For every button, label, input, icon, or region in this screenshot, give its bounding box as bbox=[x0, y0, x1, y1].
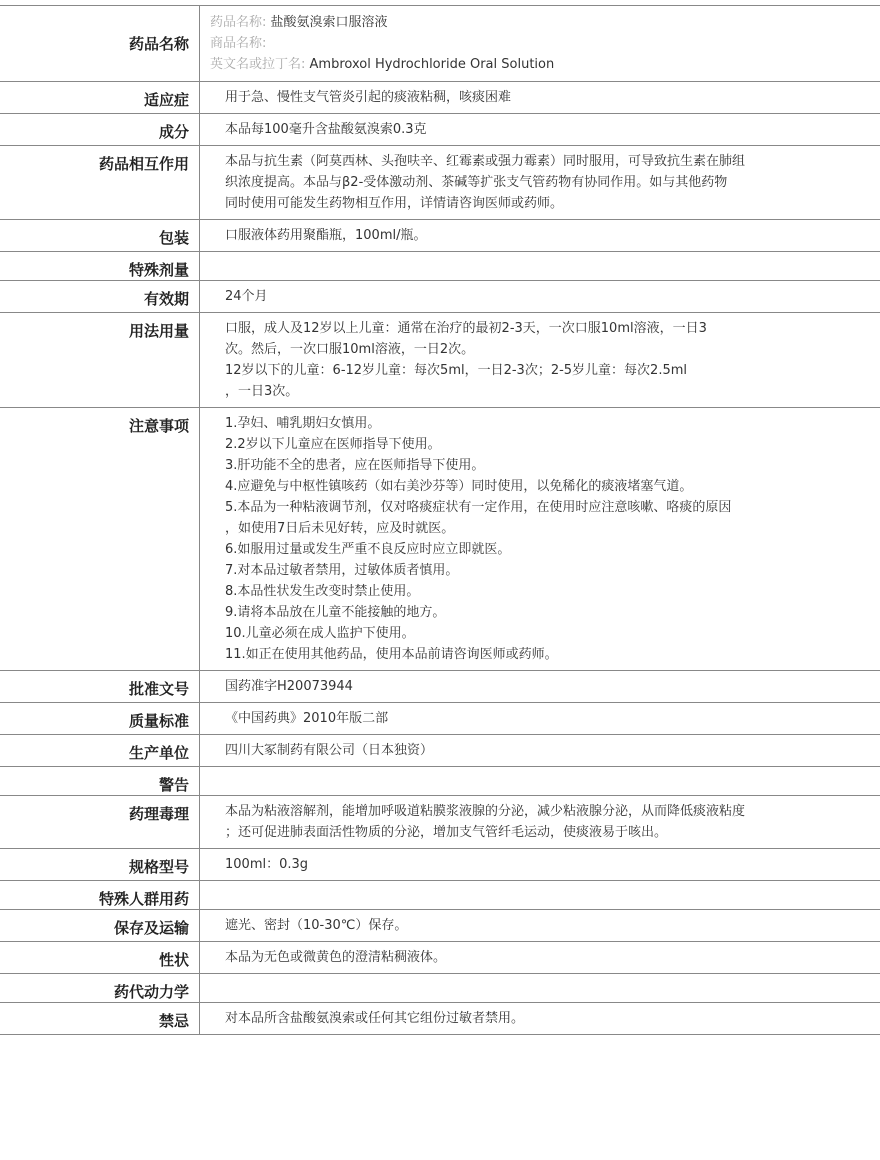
row-value bbox=[200, 281, 880, 312]
value-line: 同时使用可能发生药物相互作用，详情请咨询医师或药师。 bbox=[225, 196, 564, 211]
row-approval bbox=[0, 671, 880, 703]
row-validity bbox=[0, 281, 880, 313]
row-label: 包装 bbox=[0, 220, 200, 251]
row-label: 药品名称 bbox=[0, 6, 200, 81]
value-line: 遮光、密封（10-30℃）保存。 bbox=[225, 918, 408, 933]
value-line: 8.本品性状发生改变时禁止使用。 bbox=[225, 584, 420, 599]
value-line: 《中国药典》2010年版二部 bbox=[225, 711, 389, 726]
drug-info-table bbox=[0, 5, 880, 1035]
value-line: 本品与抗生素（阿莫西林、头孢呋辛、红霉素或强力霉素）同时服用，可导致抗生素在肺组 bbox=[225, 154, 746, 169]
value-line: 2.2岁以下儿童应在医师指导下使用。 bbox=[225, 437, 441, 452]
value-line: 7.对本品过敏者禁用，过敏体质者慎用。 bbox=[225, 563, 459, 578]
value-line: 100ml：0.3g bbox=[225, 857, 309, 872]
row-package bbox=[0, 220, 880, 252]
row-label: 成分 bbox=[0, 114, 200, 145]
drug-name-block bbox=[200, 6, 880, 81]
row-appearance bbox=[0, 942, 880, 974]
row-value bbox=[200, 703, 880, 734]
value-line: 3.肝功能不全的患者，应在医师指导下使用。 bbox=[225, 458, 485, 473]
value-line: ，一日3次。 bbox=[225, 384, 299, 399]
value-line: 11.如正在使用其他药品，使用本品前请咨询医师或药师。 bbox=[225, 647, 558, 662]
value-line: 10.儿童必须在成人监护下使用。 bbox=[225, 626, 415, 641]
row-standard bbox=[0, 703, 880, 735]
row-label: 药理毒理 bbox=[0, 796, 200, 848]
row-value bbox=[200, 146, 880, 219]
value-line: 本品为粘液溶解剂，能增加呼吸道粘膜浆液腺的分泌，减少粘液腺分泌，从而降低痰液粘度 bbox=[225, 804, 746, 819]
row-value bbox=[200, 881, 880, 909]
row-value bbox=[200, 220, 880, 251]
value-line: 12岁以下的儿童：6-12岁儿童：每次5ml，一日2-3次；2-5岁儿童：每次2.5ml bbox=[225, 363, 688, 378]
row-specification bbox=[0, 849, 880, 881]
row-label: 质量标准 bbox=[0, 703, 200, 734]
row-pharmacology bbox=[0, 796, 880, 849]
value-line: 6.如服用过量或发生严重不良反应时应立即就医。 bbox=[225, 542, 511, 557]
row-label: 禁忌 bbox=[0, 1003, 200, 1034]
row-drug-name bbox=[0, 6, 880, 82]
row-value bbox=[200, 671, 880, 702]
row-special-dose bbox=[0, 252, 880, 281]
value-line: 本品为无色或微黄色的澄清粘稠液体。 bbox=[225, 950, 447, 965]
row-interaction bbox=[0, 146, 880, 220]
row-label: 性状 bbox=[0, 942, 200, 973]
row-label: 药代动力学 bbox=[0, 974, 200, 1002]
row-label: 注意事项 bbox=[0, 408, 200, 670]
row-value bbox=[200, 1003, 880, 1034]
row-label: 保存及运输 bbox=[0, 910, 200, 941]
generic-name-key: 药品名称: bbox=[210, 15, 267, 30]
value-line: 国药准字H20073944 bbox=[225, 679, 353, 694]
row-label: 特殊剂量 bbox=[0, 252, 200, 280]
value-line: 织浓度提高。本品与β2-受体激动剂、茶碱等扩张支气管药物有协同作用。如与其他药物 bbox=[225, 175, 728, 190]
row-composition bbox=[0, 114, 880, 146]
generic-name-value: 盐酸氨溴索口服溶液 bbox=[270, 15, 388, 30]
value-line: 本品每100毫升含盐酸氨溴索0.3克 bbox=[225, 122, 427, 137]
value-line: 口服，成人及12岁以上儿童：通常在治疗的最初2-3天，一次口服10ml溶液，一日3 bbox=[225, 321, 707, 336]
row-precautions bbox=[0, 408, 880, 671]
value-line: ；还可促进肺表面活性物质的分泌，增加支气管纤毛运动，使痰液易于咳出。 bbox=[225, 825, 668, 840]
row-value bbox=[200, 114, 880, 145]
row-contraindication bbox=[0, 1003, 880, 1035]
value-line: 4.应避免与中枢性镇咳药（如右美沙芬等）同时使用，以免稀化的痰液堵塞气道。 bbox=[225, 479, 693, 494]
row-value bbox=[200, 735, 880, 766]
row-storage bbox=[0, 910, 880, 942]
value-line: 对本品所含盐酸氨溴索或任何其它组份过敏者禁用。 bbox=[225, 1011, 525, 1026]
info-rows bbox=[0, 82, 880, 1035]
row-label: 适应症 bbox=[0, 82, 200, 113]
row-warning bbox=[0, 767, 880, 796]
row-value bbox=[200, 910, 880, 941]
row-indication bbox=[0, 82, 880, 114]
row-value bbox=[200, 974, 880, 1002]
row-label: 生产单位 bbox=[0, 735, 200, 766]
trade-name-key: 商品名称: bbox=[210, 36, 267, 51]
row-value bbox=[200, 408, 880, 670]
row-label: 有效期 bbox=[0, 281, 200, 312]
row-label: 特殊人群用药 bbox=[0, 881, 200, 909]
row-label: 规格型号 bbox=[0, 849, 200, 880]
row-value bbox=[200, 942, 880, 973]
value-line: 9.请将本品放在儿童不能接触的地方。 bbox=[225, 605, 446, 620]
row-usage bbox=[0, 313, 880, 408]
english-name-value: Ambroxol Hydrochloride Oral Solution bbox=[309, 57, 555, 72]
row-value bbox=[200, 849, 880, 880]
value-line: 24个月 bbox=[225, 289, 268, 304]
row-value bbox=[200, 767, 880, 795]
row-label: 警告 bbox=[0, 767, 200, 795]
value-line: 用于急、慢性支气管炎引起的痰液粘稠，咳痰困难 bbox=[225, 90, 512, 105]
row-value bbox=[200, 82, 880, 113]
value-line: 口服液体药用聚酯瓶，100ml/瓶。 bbox=[225, 228, 427, 243]
value-line: 四川大冢制药有限公司（日本独资） bbox=[225, 743, 434, 758]
english-name-key: 英文名或拉丁名: bbox=[210, 57, 306, 72]
row-label: 用法用量 bbox=[0, 313, 200, 407]
value-line: 5.本品为一种粘液调节剂，仅对咯痰症状有一定作用，在使用时应注意咳嗽、咯痰的原因 bbox=[225, 500, 732, 515]
row-special-population bbox=[0, 881, 880, 910]
row-value bbox=[200, 313, 880, 407]
row-label: 药品相互作用 bbox=[0, 146, 200, 219]
row-value bbox=[200, 796, 880, 848]
row-value bbox=[200, 252, 880, 280]
value-line: ，如使用7日后未见好转，应及时就医。 bbox=[225, 521, 455, 536]
value-line: 次。然后，一次口服10ml溶液，一日2次。 bbox=[225, 342, 475, 357]
value-line: 1.孕妇、哺乳期妇女慎用。 bbox=[225, 416, 381, 431]
row-pharmacokinetics bbox=[0, 974, 880, 1003]
row-manufacturer bbox=[0, 735, 880, 767]
row-label: 批准文号 bbox=[0, 671, 200, 702]
